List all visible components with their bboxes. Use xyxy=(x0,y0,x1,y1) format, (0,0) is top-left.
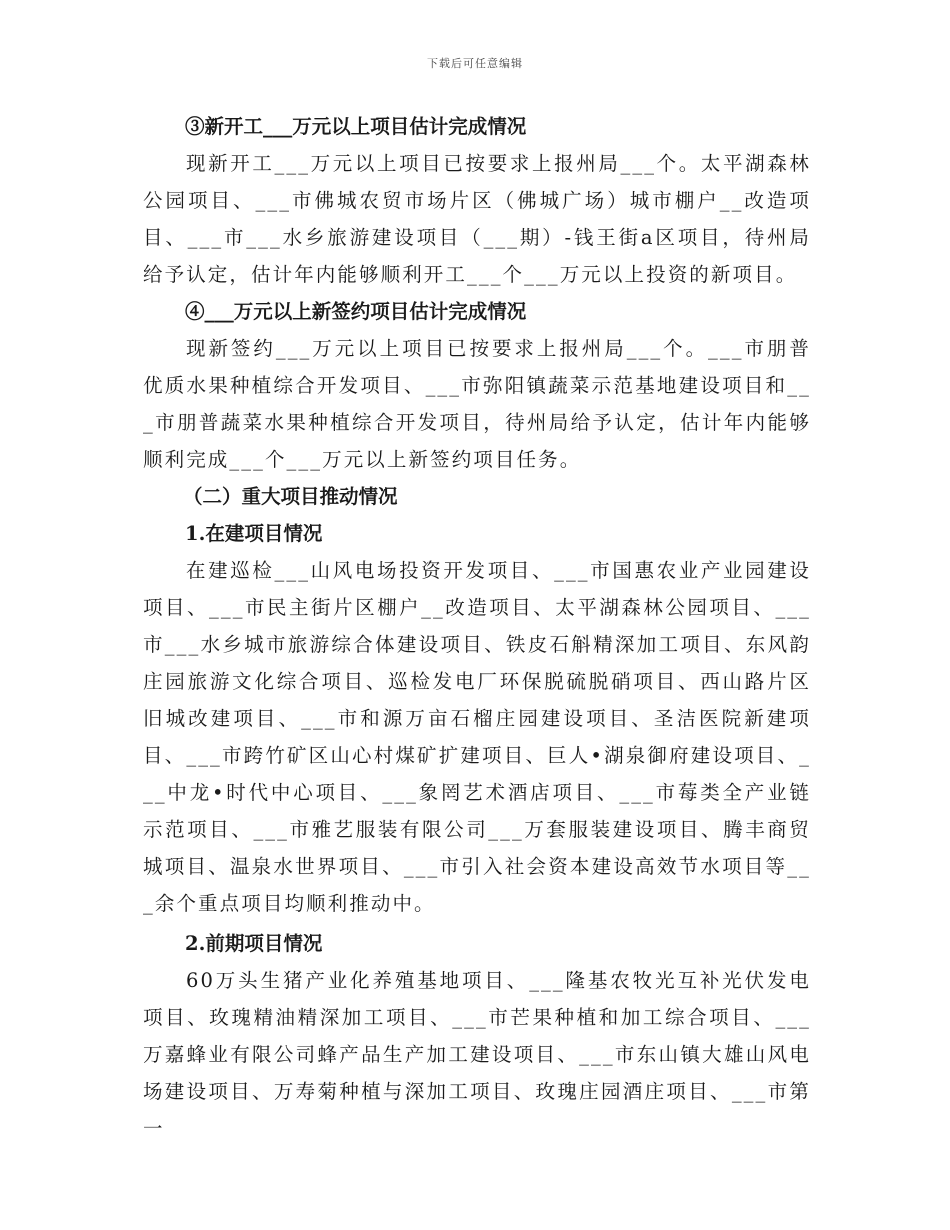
section-paragraph-new-signed: 现新签约___万元以上项目已按要求上报州局___个。___市朋普优质水果种植综合开发项目、___市弥阳镇蔬菜示范基地建设项目和___市朋普蔬菜水果种植综合开发项目，待州局给予认定，估计年内能够顺利完成___个___万元以上新签约项目任务。 xyxy=(143,337,811,471)
page-header: 下载后可任意编辑 xyxy=(427,57,523,70)
section-heading-preliminary: 2.前期项目情况 xyxy=(185,932,323,955)
section-paragraph-preliminary: 60万头生猪产业化养殖基地项目、___隆基农牧光互补光伏发电项目、玫瑰精油精深加工项目、___市芒果种植和加工综合项目、___万嘉蜂业有限公司蜂产品生产加工建设项目、___市东山镇大雄山风电场建设项目、万寿菊种植与深加工项目、玫瑰庄园酒庄项目、___市第一 xyxy=(143,969,811,1140)
section-heading-major-projects: （二）重大项目推动情况 xyxy=(183,485,398,508)
section-heading-new-start: ③新开工___万元以上项目估计完成情况 xyxy=(185,115,527,138)
document-body xyxy=(143,108,811,1147)
section-paragraph-new-start: 现新开工___万元以上项目已按要求上报州局___个。太平湖森林公园项目、___市佛城农贸市场片区（佛城广场）城市棚户__改造项目、___市___水乡旅游建设项目（___期）-钱王街a区项目，待州局给予认定，估计年内能够顺利开工___个___万元以上投资的新项目。 xyxy=(143,152,811,286)
section-heading-under-construction: 1.在建项目情况 xyxy=(185,522,323,545)
section-paragraph-under-construction: 在建巡检___山风电场投资开发项目、___市国惠农业产业园建设项目、___市民主街片区棚户__改造项目、太平湖森林公园项目、___市___水乡城市旅游综合体建设项目、铁皮石斛精深加工项目、东风韵庄园旅游文化综合项目、巡检发电厂环保脱硫脱硝项目、西山路片区旧城改建项目、___市和源万亩石榴庄园建设项目、圣洁医院新建项目、___市跨竹矿区山心村煤矿扩建项目、巨人•湖泉御府建设项目、___中龙•时代中心项目、___象罔艺术酒店项目、___市莓类全产业链示范项目、___市雅艺服装有限公司___万套服装建设项目、腾丰商贸城项目、温泉水世界项目、___市引入社会资本建设高效节水项目等___余个重点项目均顺利推动中。 xyxy=(143,559,811,915)
section-heading-new-signed: ④___万元以上新签约项目估计完成情况 xyxy=(185,300,527,323)
